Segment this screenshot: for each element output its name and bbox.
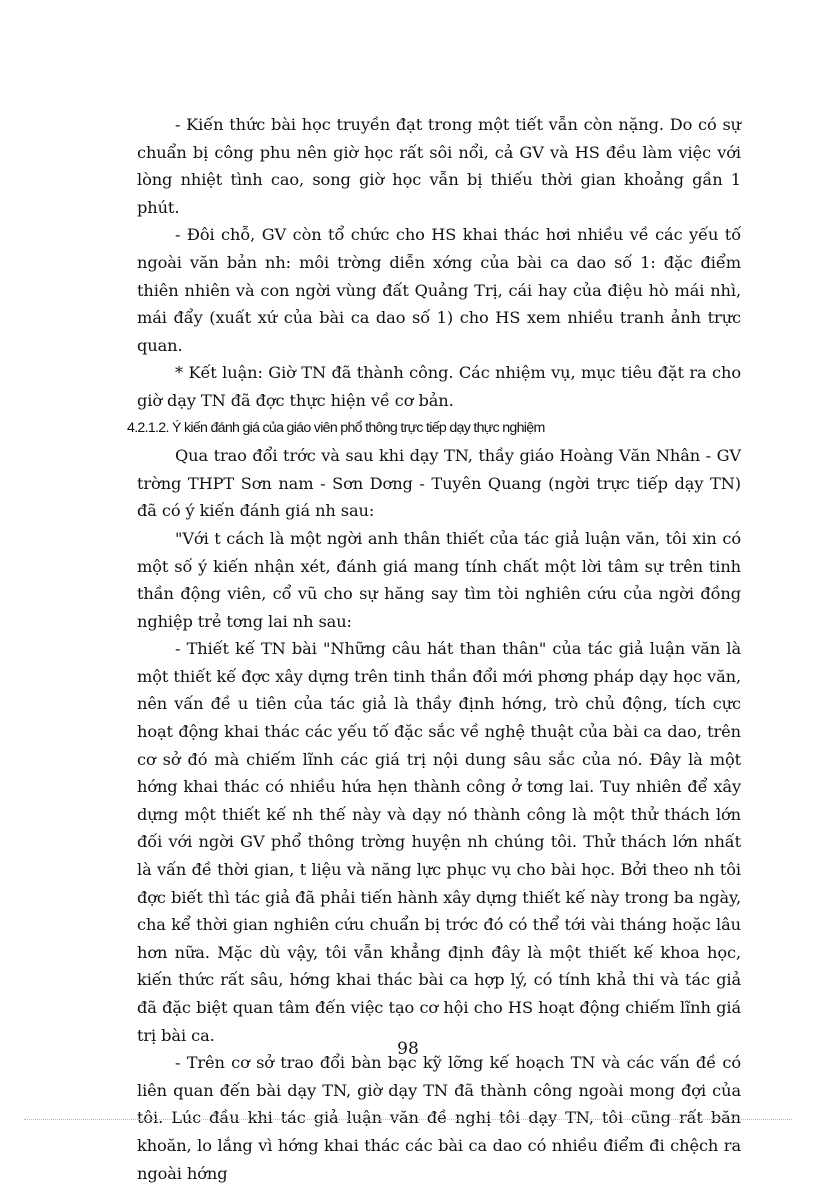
paragraph-teacher-quote-opening: "Với t cách là một ngời anh thân thiết của tác giả luận văn, tôi xin có một số ý kiến nhận xét, đánh giá mang tính chất một lời tâm sự trên tinh thần động viên, cổ vũ cho sự hăng say tìm tòi nghiên cứu của ngời đồng nghiệp trẻ tơng lai nh sau: bbox=[137, 528, 741, 631]
paragraph-external-factors: - Đôi chỗ, GV còn tổ chức cho HS khai thác hơi nhiều về các yếu tố ngoài văn bản nh: môi trờng diễn xớng của bài ca dao số 1: đặc điểm thiên nhiên và con ngời vùng đất Quảng Trị, cái hay của điệu hò mái nhì, mái đẩy (xuất xứ của bài ca dao số 1) cho HS xem nhiều tranh ảnh trực quan. bbox=[137, 225, 741, 355]
paragraph-lesson-knowledge: - Kiến thức bài học truyền đạt trong một tiết vẫn còn nặng. Do có sự chuẩn bị công phu nên giờ học rất sôi nổi, cả GV và HS đều làm việc với lòng nhiệt tình cao, song giờ học vẫn bị thiếu thời gian khoảng gần 1 phút. bbox=[137, 115, 741, 217]
section-subheading: 4.2.1.2. Ý kiến đánh giá của giáo viên phổ thông trực tiếp dạy thực nghiệm bbox=[127, 419, 545, 436]
page-body bbox=[127, 111, 741, 1187]
paragraph-lesson-outcome: - Trên cơ sở trao đổi bàn bạc kỹ lỡng kế hoạch TN và các vấn đề có liên quan đến bài dạy TN, giờ dạy TN đã thành công ngoài mong đợi của tôi. Lúc đầu khi tác giả luận văn đề nghị tôi dạy TN, tôi cũng rất băn khoăn, lo lắng vì hớng khai thác các bài ca dao có nhiều điểm đi chệch ra ngoài hớng bbox=[137, 1053, 741, 1183]
page-bottom-divider bbox=[24, 1119, 792, 1120]
paragraph-conclusion: * Kết luận: Giờ TN đã thành công. Các nhiệm vụ, mục tiêu đặt ra cho giờ dạy TN đã đợc thực hiện về cơ bản. bbox=[137, 363, 741, 410]
paragraph-design-evaluation: - Thiết kế TN bài "Những câu hát than thân" của tác giả luận văn là một thiết kế đợc xây dựng trên tinh thần đổi mới phơng pháp dạy học văn, nên vấn đề u tiên của tác giả là thầy định hớng, trò chủ động, tích cực hoạt động khai thác các yếu tố đặc sắc về nghệ thuật của bài ca dao, trên cơ sở đó mà chiếm lĩnh các giá trị nội dung sâu sắc của nó. Đây là một hớng khai thác có nhiều hứa hẹn thành công ở tơng lai. Tuy nhiên để xây dựng một thiết kế nh thế này và dạy nó thành công là một thử thách lớn đối với ngời GV phổ thông trờng huyện nh chúng tôi. Thử thách lớn nhất là vấn đề thời gian, t liệu và năng lực phục vụ cho bài học. Bởi theo nh tôi đợc biết thì tác giả đã phải tiến hành xây dựng thiết kế này trong ba ngày, cha kể thời gian nghiên cứu chuẩn bị trớc đó có thể tới vài tháng hoặc lâu hơn nữa. Mặc dù vậy, tôi vẫn khẳng định đây là một thiết kế khoa học, kiến thức rất sâu, hớng khai thác bài ca hợp lý, có tính khả thi và tác giả đã đặc biệt quan tâm đến việc tạo cơ hội cho HS hoạt động chiếm lĩnh giá trị bài ca. bbox=[137, 639, 741, 1045]
paragraph-teacher-intro: Qua trao đổi trớc và sau khi dạy TN, thầy giáo Hoàng Văn Nhân - GV trờng THPT Sơn nam - Sơn Dơng - Tuyên Quang (ngời trực tiếp dạy TN) đã có ý kiến đánh giá nh sau: bbox=[137, 446, 741, 521]
page-number: 98 bbox=[397, 1039, 419, 1059]
